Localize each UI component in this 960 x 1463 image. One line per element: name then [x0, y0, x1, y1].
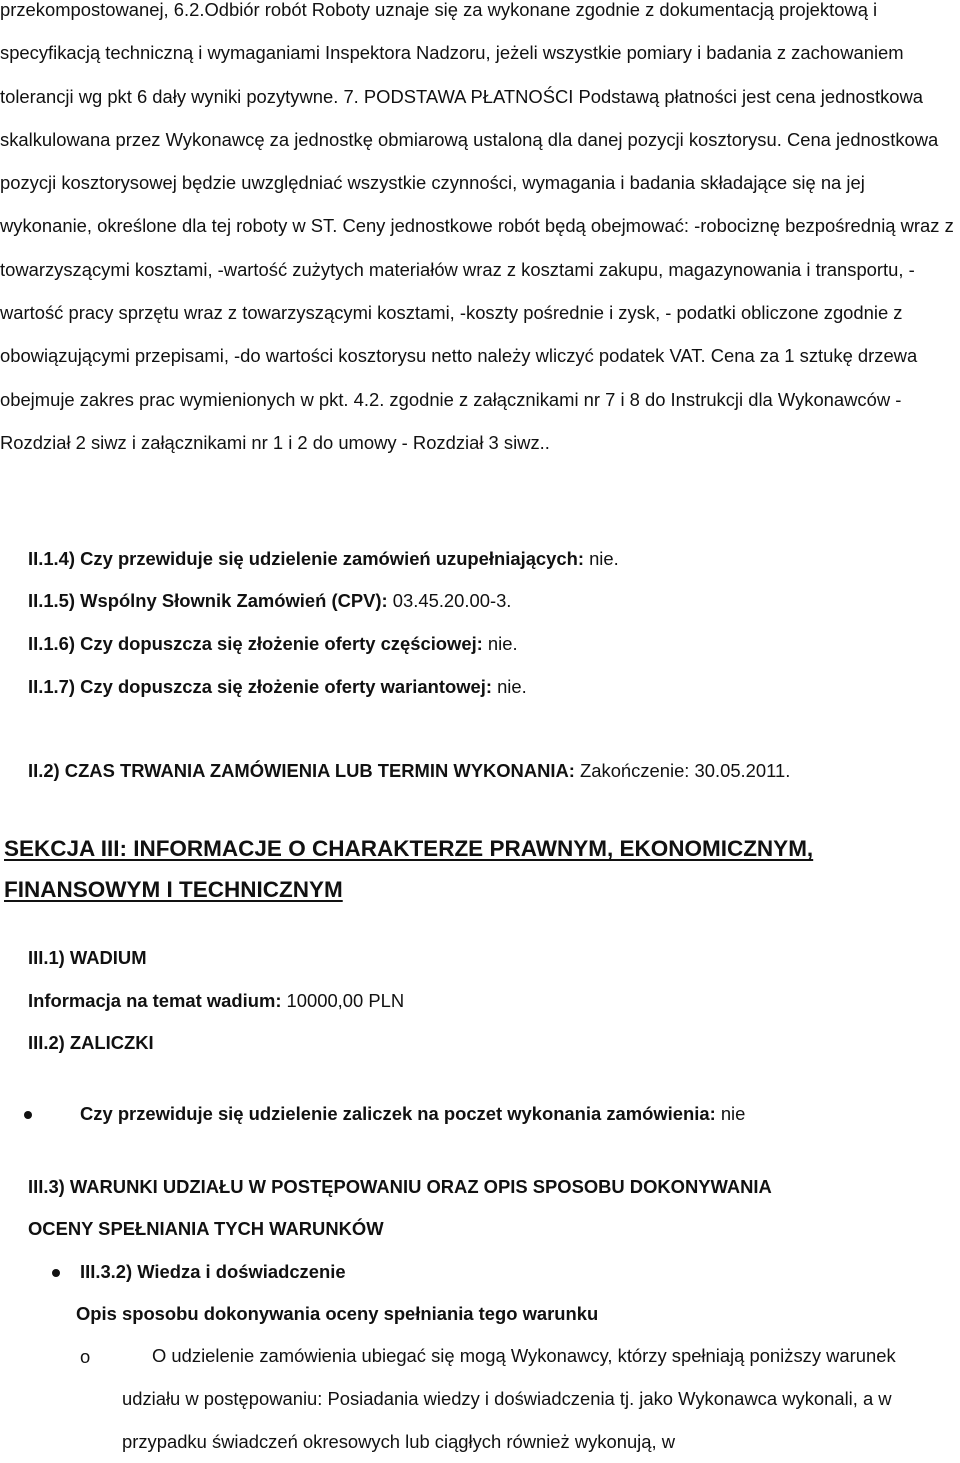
- item-ii-1-7: [28, 676, 527, 698]
- bullet-icon: [52, 1269, 60, 1277]
- circle-item-text: O udzielenie zamówienia ubiegać się mogą Wykonawcy, którzy spełniają poniższy warunek udziału w postępowaniu: Posiadania wiedzy i doświadczenia tj. jako Wykonawca wykonali, a w przypadku świadczeń okresowych lub ciągłych również wykonują, w: [122, 1345, 896, 1452]
- wadium-label: Informacja na temat wadium:: [28, 990, 282, 1011]
- zaliczki-question: [80, 1103, 745, 1125]
- item-label: II.1.6) Czy dopuszcza się złożenie oferty częściowej:: [28, 633, 483, 654]
- duration-line: [28, 760, 790, 782]
- zaliczki-value: nie: [715, 1103, 746, 1124]
- item-label: II.1.4) Czy przewiduje się udzielenie zamówień uzupełniających:: [28, 548, 584, 569]
- section-title-line1: SEKCJA III: INFORMACJE O CHARAKTERZE PRAWNYM, EKONOMICZNYM,: [4, 836, 814, 861]
- item-label: II.1.7) Czy dopuszcza się złożenie oferty wariantowej:: [28, 676, 492, 697]
- zaliczki-label: Czy przewiduje się udzielenie zaliczek na poczet wykonania zamówienia:: [80, 1103, 716, 1124]
- wadium-value: 10000,00 PLN: [281, 990, 405, 1011]
- duration-label: II.2) CZAS TRWANIA ZAMÓWIENIA LUB TERMIN WYKONANIA:: [28, 760, 575, 781]
- item-ii-1-4: [28, 548, 619, 570]
- item-value: nie.: [482, 633, 518, 654]
- wadium-info: [28, 990, 404, 1012]
- circle-bullet-icon: o: [80, 1346, 91, 1367]
- zaliczki-heading: III.2) ZALICZKI: [28, 1032, 154, 1053]
- warunki-heading-line2: OCENY SPEŁNIANIA TYCH WARUNKÓW: [28, 1218, 384, 1239]
- item-label: II.1.5) Wspólny Słownik Zamówień (CPV):: [28, 590, 388, 611]
- item-ii-1-5: [28, 590, 511, 612]
- item-ii-1-6: [28, 633, 518, 655]
- duration-value: Zakończenie: 30.05.2011.: [574, 760, 791, 781]
- section-title-line2: FINANSOWYM I TECHNICZNYM: [4, 877, 343, 902]
- item-value: nie.: [583, 548, 619, 569]
- wiedza-heading: III.3.2) Wiedza i doświadczenie: [80, 1261, 346, 1282]
- wadium-heading: III.1) WADIUM: [28, 947, 147, 968]
- intro-paragraph: przekompostowanej, 6.2.Odbiór robót Roboty uznaje się za wykonane zgodnie z dokumentacją projektową i specyfikacją techniczną i wymaganiami Inspektora Nadzoru, jeżeli wszystkie pomiary i badania z zachowaniem tolerancji wg pkt 6 dały wyniki pozytywne. 7. PODSTAWA PŁATNOŚCI Podstawą płatności jest cena jednostkowa skalkulowana przez Wykonawcę za jednostkę obmiarową ustaloną dla danej pozycji kosztorysu. Cena jednostkowa pozycji kosztorysowej będzie uwzględniać wszystkie czynności, wymagania i badania składające się na jej wykonanie, określone dla tej roboty w ST. Ceny jednostkowe robót będą obejmować: -robociznę bezpośrednią wraz z towarzyszącymi kosztami, -wartość zużytych materiałów wraz z kosztami zakupu, magazynowania i transportu, -wartość pracy sprzętu wraz z towarzyszącymi kosztami, -koszty pośrednie i zysk, - podatki obliczone zgodnie z obowiązującymi przepisami, -do wartości kosztorysu netto należy wliczyć podatek VAT. Cena za 1 sztukę drzewa obejmuje zakres prac wymienionych w pkt. 4.2. zgodnie z załącznikami nr 7 i 8 do Instrukcji dla Wykonawców - Rozdział 2 siwz i załącznikami nr 1 i 2 do umowy - Rozdział 3 siwz..: [0, 0, 954, 453]
- item-value: nie.: [491, 676, 527, 697]
- warunki-heading-line1: III.3) WARUNKI UDZIAŁU W POSTĘPOWANIU ORAZ OPIS SPOSOBU DOKONYWANIA: [28, 1176, 772, 1197]
- bullet-icon: [24, 1111, 32, 1119]
- opis-heading: Opis sposobu dokonywania oceny spełniania tego warunku: [76, 1303, 599, 1324]
- item-value: 03.45.20.00-3.: [387, 590, 512, 611]
